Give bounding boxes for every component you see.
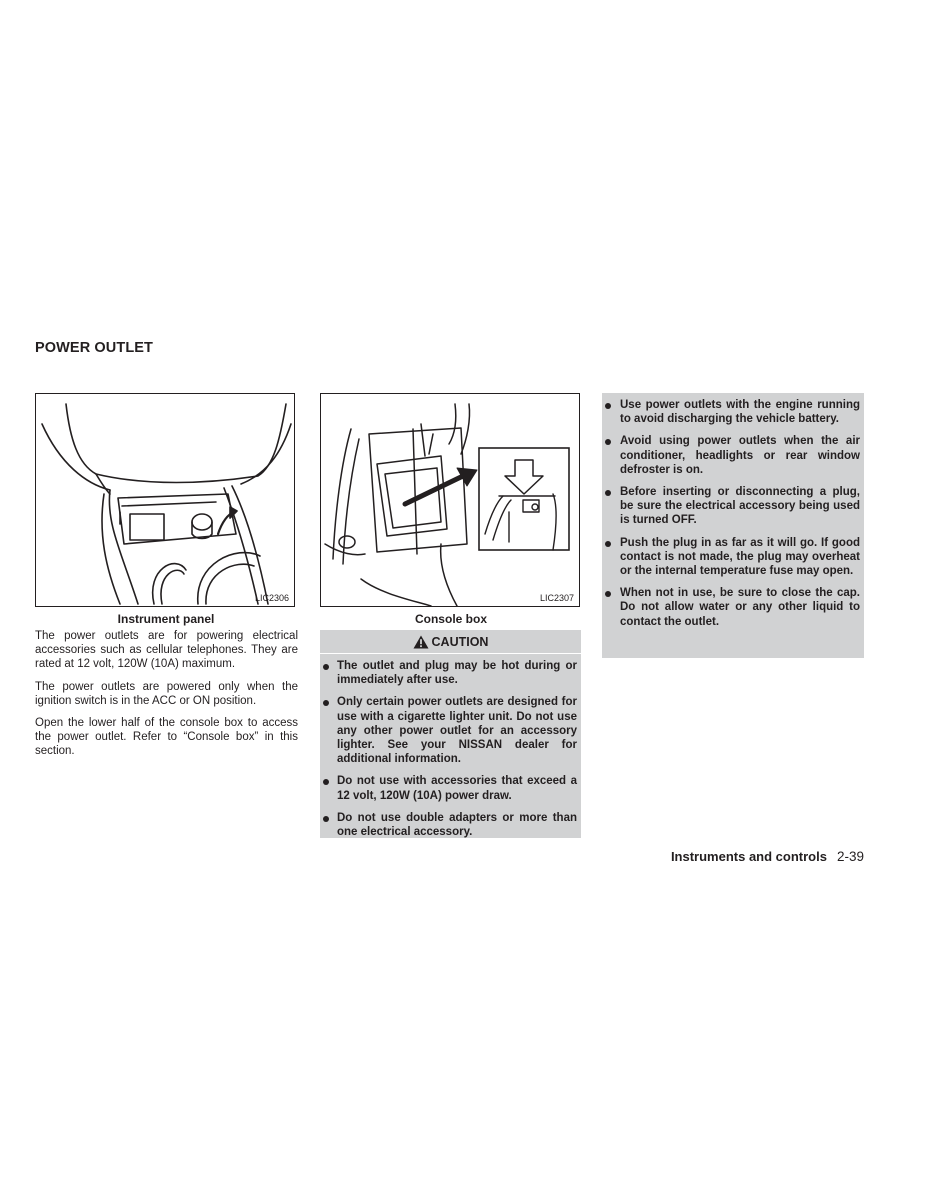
caution-header — [320, 630, 581, 654]
figure-code: LIC2307 — [539, 593, 574, 603]
list-item — [620, 398, 860, 426]
bullet-icon — [323, 779, 329, 785]
console-box-illustration — [321, 394, 579, 606]
list-item — [337, 659, 577, 687]
bullet-icon — [605, 439, 611, 445]
list-item — [620, 485, 860, 528]
note-item-text: When not in use, be sure to close the cap. Do not allow water or any other liquid to contact the outlet. — [620, 587, 860, 628]
body-paragraph: The power outlets are powered only when the ignition switch is in the ACC or ON position. — [35, 680, 298, 707]
caution-item-text: Do not use double adapters or more than one electrical accessory. — [337, 811, 577, 839]
bullet-icon — [323, 700, 329, 706]
list-item — [337, 774, 577, 802]
list-item — [620, 586, 860, 629]
list-item — [620, 536, 860, 579]
note-item-text: Before inserting or disconnecting a plug, be sure the electrical accessory being used is turned OFF. — [620, 486, 860, 527]
note-item-text: Use power outlets with the engine running to avoid discharging the vehicle battery. — [620, 399, 860, 426]
figure-code: LIC2306 — [254, 593, 289, 603]
body-paragraph: The power outlets are for powering electrical accessories such as cellular telephones. They are rated at 12 volt, 120W (10A) maximum. — [35, 630, 298, 671]
chapter-title: Instruments and controls — [670, 849, 827, 864]
figure-caption: Console box — [414, 612, 487, 626]
caution-title: CAUTION — [431, 634, 489, 649]
figure-caption: Instrument panel — [117, 612, 215, 626]
caution-item-text: The outlet and plug may be hot during or immediately after use. — [337, 660, 577, 687]
warning-triangle-icon — [413, 635, 429, 649]
bullet-icon — [323, 816, 329, 822]
note-item-text: Push the plug in as far as it will go. If good contact is not made, the plug may overheat or the internal temperature fuse may open. — [620, 536, 860, 578]
bullet-icon — [605, 541, 611, 547]
page-footer — [671, 849, 864, 864]
notes-box — [602, 393, 864, 658]
bullet-icon — [605, 490, 611, 496]
body-paragraph: Open the lower half of the console box to access the power outlet. Refer to “Console box” in this section. — [35, 717, 298, 758]
list-item — [620, 434, 860, 477]
body-text — [35, 629, 298, 767]
bullet-icon — [605, 403, 611, 409]
notes-list — [620, 398, 860, 629]
instrument-panel-figure — [35, 393, 295, 607]
section-title: POWER OUTLET — [35, 340, 153, 356]
console-box-figure — [320, 393, 580, 607]
list-item — [337, 695, 577, 766]
list-item — [337, 811, 577, 839]
bullet-icon — [605, 591, 611, 597]
caution-list — [320, 654, 581, 839]
note-item-text: Avoid using power outlets when the air conditioner, headlights or rear window defroster is on. — [620, 435, 860, 476]
caution-item-text: Do not use with accessories that exceed a 12 volt, 120W (10A) power draw. — [337, 775, 577, 802]
caution-box — [320, 630, 581, 838]
instrument-panel-illustration — [36, 394, 294, 606]
page-number: 2-39 — [836, 849, 864, 864]
bullet-icon — [323, 664, 329, 670]
caution-item-text: Only certain power outlets are designed for use with a cigarette lighter unit. Do not use any other power outlet for an accessory lighter. See your NISSAN dealer for additional information. — [337, 696, 577, 766]
